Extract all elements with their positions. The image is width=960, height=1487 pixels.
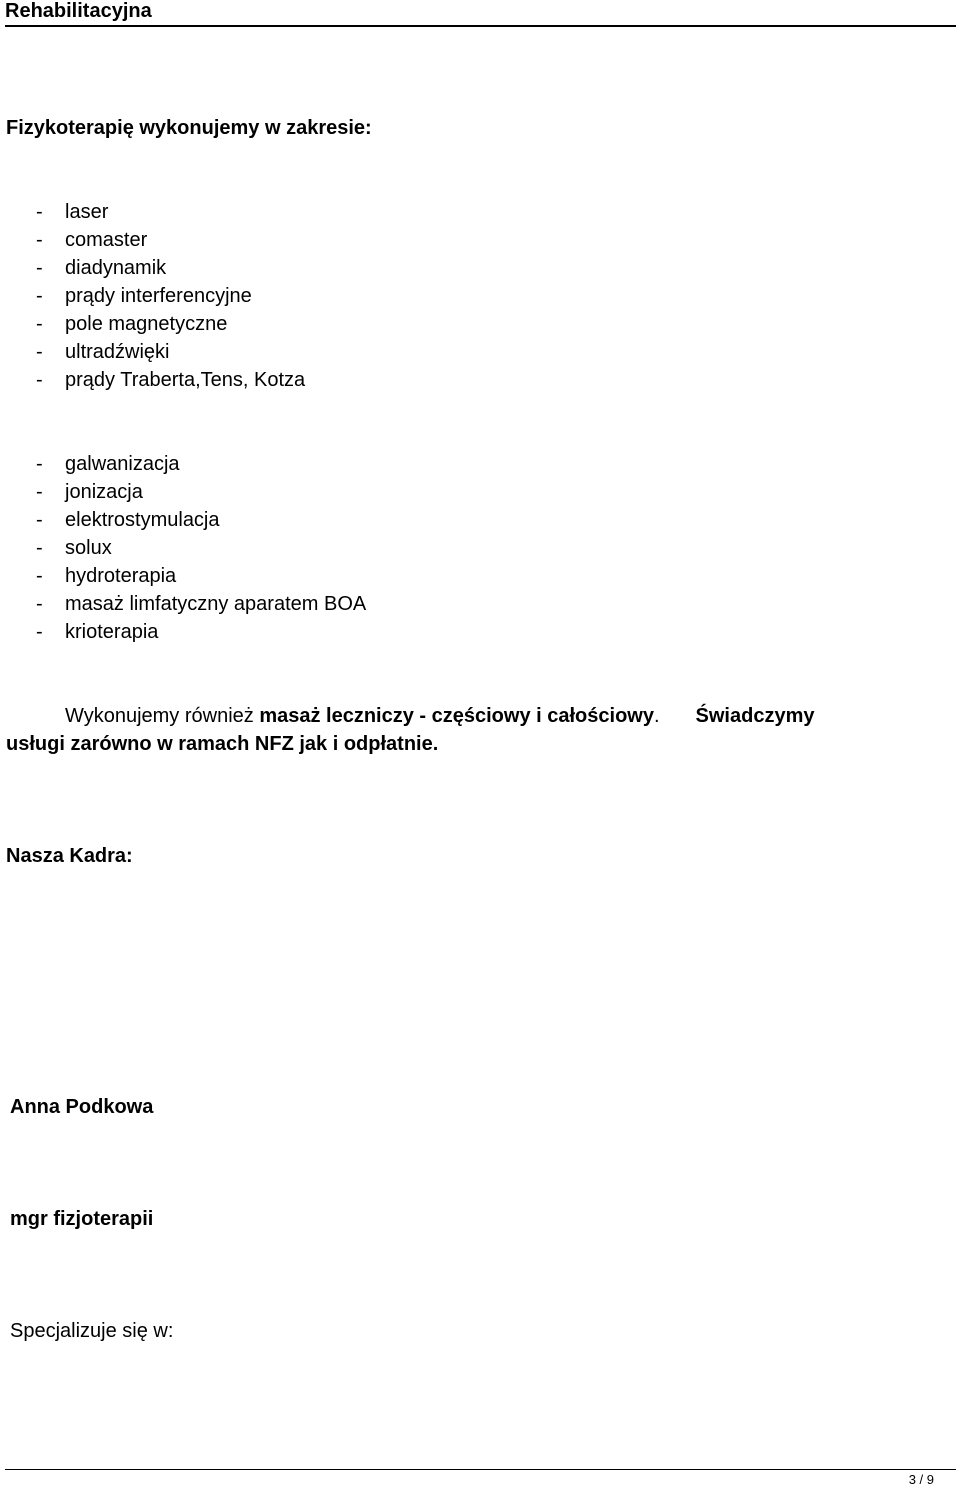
services-paragraph [6,702,906,758]
list-item: - solux [36,537,112,559]
staff-title: mgr fizjoterapii [10,1208,154,1230]
list-item: - laser [36,201,109,223]
list-item: - comaster [36,229,148,251]
list-item: - prądy interferencyjne [36,285,252,307]
list-item: - krioterapia [36,621,159,643]
list-item: - galwanizacja [36,453,180,475]
physiotherapy-list-a [36,198,305,394]
list-item: - diadynamik [36,257,167,279]
massage-highlight: masaż leczniczy - częściowy i całościowy [259,705,654,727]
header-title: Rehabilitacyjna [5,0,152,22]
specialization-label: Specjalizuje się w: [10,1320,174,1342]
list-item: - hydroterapia [36,565,177,587]
list-item: - elektrostymulacja [36,509,220,531]
list-item: - ultradźwięki [36,341,170,363]
staff-heading: Nasza Kadra: [6,845,133,867]
page-number: 3 / 9 [908,1472,934,1487]
staff-name: Anna Podkowa [10,1096,154,1118]
services-word: Świadczymy [695,705,815,727]
physiotherapy-heading: Fizykoterapię wykonujemy w zakresie: [6,117,372,139]
physiotherapy-list-b [36,450,366,646]
header-divider [5,25,956,27]
services-rest: usługi zarówno w ramach NFZ jak i odpłatnie. [6,733,439,755]
footer-divider [5,1469,956,1470]
list-item: - pole magnetyczne [36,313,228,335]
list-item: - prądy Traberta,Tens, Kotza [36,369,306,391]
list-item: - masaż limfatyczny aparatem BOA [36,593,367,615]
services-intro: Wykonujemy również [65,705,260,727]
list-item: - jonizacja [36,481,143,503]
sentence-period: . [653,705,660,727]
